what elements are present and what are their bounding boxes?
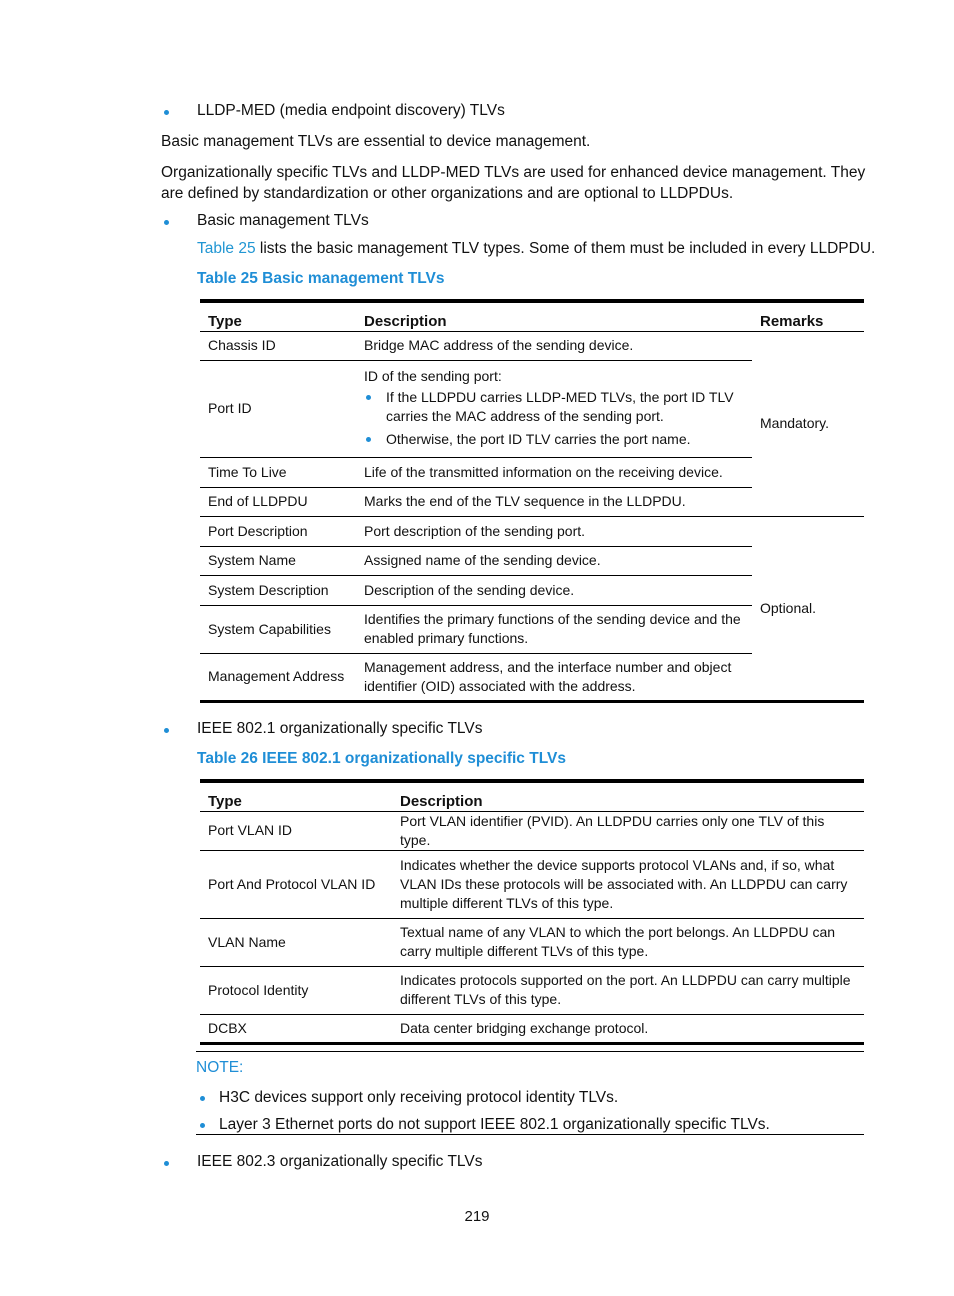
table25-type-cell: Time To Live <box>200 457 356 487</box>
table25-desc-cell: Management address, and the interface number and object identifier (OID) associated with the address. <box>356 653 752 701</box>
table25-header-remarks: Remarks <box>760 312 824 330</box>
table26-type-cell: Port VLAN ID <box>208 822 293 838</box>
table25 <box>200 299 864 703</box>
list-item: Otherwise, the port ID TLV carries the port name. <box>364 430 744 449</box>
bullet-ieee8021: IEEE 802.1 organizationally specific TLVs <box>197 720 483 737</box>
port-id-sublist <box>364 388 744 449</box>
table25-type-cell: Chassis ID <box>208 337 276 353</box>
table25-type-cell: End of LLDPDU <box>200 487 356 516</box>
table25-reference-sentence <box>197 238 877 259</box>
table26-header-type: Type <box>208 792 242 810</box>
table-row <box>200 1014 864 1043</box>
table26 <box>200 779 864 1045</box>
table25-header-type: Type <box>208 312 242 330</box>
table25-remark-optional: Optional. <box>760 599 817 616</box>
table25-ref-text: lists the basic management TLV types. Some of them must be included in every LLDPDU. <box>255 240 876 257</box>
bullet-dot <box>164 110 169 115</box>
table25-desc-cell: Description of the sending device. <box>356 575 752 605</box>
note-item: Layer 3 Ethernet ports do not support IEEE 802.1 organizationally specific TLVs. <box>219 1116 770 1133</box>
table25-desc-cell <box>356 360 752 457</box>
bullet-lldp-med: LLDP-MED (media endpoint discovery) TLVs <box>197 102 505 119</box>
table-row <box>200 331 864 360</box>
table-row <box>200 850 864 918</box>
table-row <box>200 811 864 850</box>
table25-type-cell: System Capabilities <box>200 605 356 653</box>
table25-desc-cell: Bridge MAC address of the sending device. <box>356 331 752 360</box>
table-row <box>200 918 864 966</box>
table25-remark-mandatory: Mandatory. <box>752 331 864 516</box>
list-item: If the LLDPDU carries LLDP-MED TLVs, the port ID TLV carries the MAC address of the sending port. <box>364 388 744 426</box>
para-org: Organizationally specific TLVs and LLDP-MED TLVs are used for enhanced device management. They are defined by standardization or other organizations and are optional to LLDPDUs. <box>161 164 866 202</box>
table26-type-cell: Port And Protocol VLAN ID <box>200 850 392 918</box>
table25-type-cell: Port Description <box>200 516 356 546</box>
table26-type-cell: DCBX <box>200 1014 392 1043</box>
table25-desc-cell: Life of the transmitted information on the receiving device. <box>356 457 752 487</box>
bullet-dot <box>164 728 169 733</box>
page-number: 219 <box>464 1208 490 1225</box>
table25-caption: Table 25 Basic management TLVs <box>197 270 445 287</box>
note-item: H3C devices support only receiving protocol identity TLVs. <box>219 1089 619 1106</box>
bullet-dot <box>200 1123 205 1128</box>
table26-desc-cell: Indicates protocols supported on the port. An LLDPDU can carry multiple different TLVs of this type. <box>392 966 864 1014</box>
table25-desc-cell: Port description of the sending port. <box>356 516 752 546</box>
note-label: NOTE: <box>196 1059 244 1076</box>
table26-desc-cell: Port VLAN identifier (PVID). An LLDPDU carries only one TLV of this type. <box>400 812 825 848</box>
table26-type-cell: Protocol Identity <box>200 966 392 1014</box>
bullet-basic: Basic management TLVs <box>197 212 369 229</box>
bullet-dot <box>200 1096 205 1101</box>
table26-type-cell: VLAN Name <box>200 918 392 966</box>
bullet-ieee8023: IEEE 802.3 organizationally specific TLVs <box>197 1153 483 1170</box>
table25-link[interactable]: Table 25 <box>197 240 256 257</box>
table25-type-cell: System Name <box>200 546 356 575</box>
table25-desc-cell: Assigned name of the sending device. <box>356 546 752 575</box>
table25-header-description: Description <box>364 312 447 330</box>
bullet-dot <box>164 1161 169 1166</box>
para-basic: Basic management TLVs are essential to device management. <box>161 133 591 150</box>
table25-type-cell: Port ID <box>200 360 356 457</box>
table-row <box>200 966 864 1014</box>
table26-desc-cell: Data center bridging exchange protocol. <box>392 1014 864 1043</box>
table25-type-cell: Management Address <box>200 653 356 701</box>
bullet-dot <box>164 220 169 225</box>
table26-desc-cell: Textual name of any VLAN to which the port belongs. An LLDPDU can carry multiple different TLVs of this type. <box>392 918 864 966</box>
table26-desc-cell: Indicates whether the device supports protocol VLANs and, if so, what VLAN IDs these protocols will be associated with. An LLDPDU can carry multiple different TLVs of this type. <box>392 850 864 918</box>
port-id-desc: ID of the sending port: <box>364 367 502 384</box>
table25-desc-cell: Identifies the primary functions of the sending device and the enabled primary functions. <box>356 605 752 653</box>
table26-header-description: Description <box>400 792 483 810</box>
note-box <box>196 1051 864 1135</box>
table25-desc-cell: Marks the end of the TLV sequence in the LLDPDU. <box>356 487 752 516</box>
table-row <box>200 516 864 546</box>
table25-type-cell: System Description <box>200 575 356 605</box>
table26-caption: Table 26 IEEE 802.1 organizationally specific TLVs <box>197 750 566 767</box>
